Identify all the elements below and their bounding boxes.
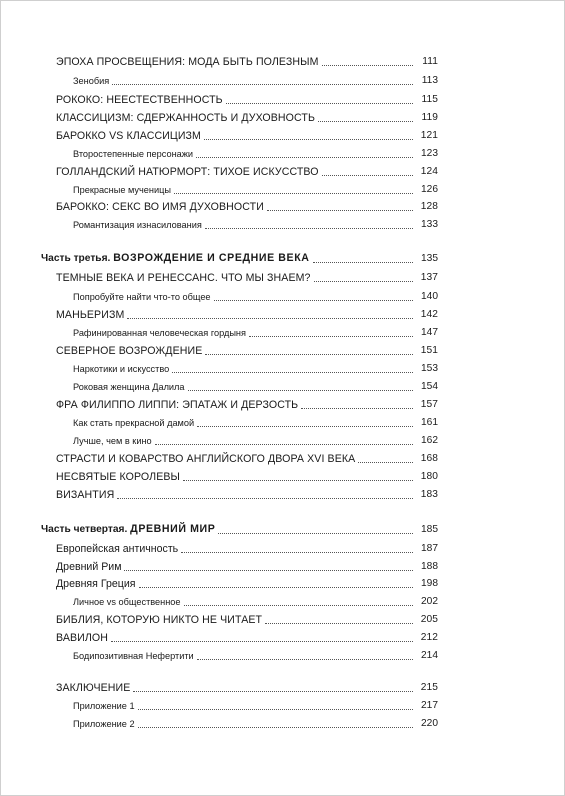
- toc-subentry: [1, 74, 438, 88]
- toc-subentry: [1, 434, 438, 448]
- toc-leader-dots: [205, 228, 413, 229]
- toc-subentry: [1, 699, 438, 713]
- toc-page-number: 185: [421, 524, 438, 535]
- toc-page-number: 180: [420, 471, 438, 482]
- toc-entry-title: Личное vs общественное: [73, 597, 181, 607]
- toc-subentry: [1, 290, 438, 304]
- toc-leader-dots: [197, 659, 413, 660]
- toc-entry-title: ЗАКЛЮЧЕНИЕ: [56, 682, 131, 694]
- toc-leader-dots: [218, 533, 413, 534]
- toc-entry-title: СТРАСТИ И КОВАРСТВО АНГЛИЙСКОГО ДВОРА XVI ВЕКА: [56, 453, 356, 465]
- toc-page-number: 187: [421, 543, 438, 554]
- toc-leader-dots: [111, 641, 413, 642]
- toc-entry: [1, 344, 438, 358]
- toc-entry-title: СЕВЕРНОЕ ВОЗРОЖДЕНИЕ: [56, 345, 203, 357]
- toc-entry-title: Европейская античность: [56, 543, 179, 555]
- toc-leader-dots: [205, 354, 413, 355]
- toc-entry: [1, 560, 438, 574]
- toc-leader-dots: [124, 570, 413, 571]
- toc-entry-title: Прекрасные мученицы: [73, 185, 171, 195]
- toc-subentry: [1, 380, 438, 394]
- toc-leader-dots: [358, 462, 413, 463]
- part-title: ВОЗРОЖДЕНИЕ И СРЕДНИЕ ВЕКА: [113, 252, 310, 264]
- toc-page-number: 212: [420, 632, 438, 643]
- toc-page-number: 202: [421, 596, 438, 607]
- toc-subentry: [1, 649, 438, 663]
- toc-entry-title: ЭПОХА ПРОСВЕЩЕНИЯ: МОДА БЫТЬ ПОЛЕЗНЫМ: [56, 56, 319, 68]
- toc-entry: [1, 631, 438, 645]
- toc-part-heading: [1, 251, 438, 266]
- toc-entry: [1, 55, 438, 69]
- toc-leader-dots: [174, 193, 413, 194]
- toc-page-number: 220: [421, 718, 438, 729]
- toc-entry-title: ТЕМНЫЕ ВЕКА И РЕНЕССАНС. ЧТО МЫ ЗНАЕМ?: [56, 272, 311, 284]
- toc-entry-title: ГОЛЛАНДСКИЙ НАТЮРМОРТ: ТИХОЕ ИСКУССТВО: [56, 166, 319, 178]
- table-of-contents: [1, 1, 564, 795]
- toc-leader-dots: [139, 587, 414, 588]
- toc-entry-title: БАРОККО VS КЛАССИЦИЗМ: [56, 130, 201, 142]
- toc-leader-dots: [117, 498, 413, 499]
- toc-subentry: [1, 183, 438, 197]
- toc-page-number: 183: [420, 489, 438, 500]
- toc-entry: [1, 577, 438, 591]
- toc-entry-title: ФРА ФИЛИППО ЛИППИ: ЭПАТАЖ И ДЕРЗОСТЬ: [56, 399, 299, 411]
- toc-page-number: 126: [421, 184, 438, 195]
- toc-leader-dots: [322, 175, 413, 176]
- toc-leader-dots: [204, 139, 413, 140]
- toc-entry: [1, 470, 438, 484]
- toc-leader-dots: [133, 691, 413, 692]
- toc-entry-title: Второстепенные персонажи: [73, 149, 194, 159]
- toc-entry: [1, 613, 438, 627]
- toc-page-number: 154: [421, 381, 438, 392]
- toc-page-number: 121: [420, 130, 438, 141]
- toc-entry-title: Древняя Греция: [56, 578, 136, 590]
- toc-entry: [1, 129, 438, 143]
- toc-leader-dots: [318, 121, 413, 122]
- toc-leader-dots: [314, 281, 413, 282]
- toc-entry: [1, 542, 438, 556]
- toc-entry: [1, 398, 438, 412]
- toc-page-number: 168: [420, 453, 438, 464]
- toc-subentry: [1, 416, 438, 430]
- toc-page-number: 137: [420, 272, 438, 283]
- toc-leader-dots: [267, 210, 413, 211]
- toc-leader-dots: [172, 372, 413, 373]
- toc-subentry: [1, 147, 438, 161]
- toc-leader-dots: [138, 709, 413, 710]
- toc-page-number: 124: [420, 166, 438, 177]
- toc-leader-dots: [183, 480, 413, 481]
- toc-part-heading: [1, 522, 438, 537]
- toc-page-number: 140: [421, 291, 438, 302]
- toc-page-number: 142: [420, 309, 438, 320]
- toc-entry-title: Лучше, чем в кино: [73, 436, 152, 446]
- toc-entry-title: ВАВИЛОН: [56, 632, 109, 644]
- toc-leader-dots: [181, 552, 413, 553]
- toc-page-number: 153: [421, 363, 438, 374]
- toc-page-number: 157: [420, 399, 438, 410]
- toc-entry: [1, 681, 438, 695]
- toc-page-number: 133: [421, 219, 438, 230]
- toc-leader-dots: [249, 336, 413, 337]
- toc-entry-title: МАНЬЕРИЗМ: [56, 309, 125, 321]
- toc-entry: [1, 308, 438, 322]
- toc-entry-title: Роковая женщина Далила: [73, 382, 185, 392]
- toc-entry-title: ВИЗАНТИЯ: [56, 489, 115, 501]
- toc-leader-dots: [188, 390, 413, 391]
- toc-entry-title: Приложение 1: [73, 701, 135, 711]
- toc-entry: [1, 200, 438, 214]
- toc-subentry: [1, 717, 438, 731]
- toc-entry-title: Бодипозитивная Нефертити: [73, 651, 194, 661]
- toc-entry-title: БАРОККО: СЕКС ВО ИМЯ ДУХОВНОСТИ: [56, 201, 264, 213]
- toc-page-number: 198: [421, 578, 438, 589]
- toc-entry-title: Наркотики и искусство: [73, 364, 170, 374]
- toc-leader-dots: [138, 727, 413, 728]
- toc-leader-dots: [322, 65, 413, 66]
- toc-entry-title: РОКОКО: НЕЕСТЕСТВЕННОСТЬ: [56, 94, 223, 106]
- toc-page-number: 205: [420, 614, 438, 625]
- toc-page-number: 111: [422, 56, 438, 67]
- toc-leader-dots: [301, 408, 413, 409]
- toc-entry: [1, 93, 438, 107]
- toc-leader-dots: [313, 262, 413, 263]
- part-label: Часть четвертая.: [41, 524, 128, 535]
- toc-page-number: 214: [421, 650, 438, 661]
- toc-page-number: 162: [421, 435, 438, 446]
- toc-page-number: 113: [421, 75, 438, 86]
- toc-entry-title: Древний Рим: [56, 561, 122, 573]
- toc-entry-title: НЕСВЯТЫЕ КОРОЛЕВЫ: [56, 471, 180, 483]
- toc-entry-title: КЛАССИЦИЗМ: СДЕРЖАННОСТЬ И ДУХОВНОСТЬ: [56, 112, 316, 124]
- toc-leader-dots: [226, 103, 413, 104]
- toc-leader-dots: [265, 623, 413, 624]
- toc-entry-title: Рафинированная человеческая гордыня: [73, 328, 246, 338]
- toc-leader-dots: [184, 605, 413, 606]
- toc-page-number: 151: [420, 345, 438, 356]
- part-label: Часть третья.: [41, 253, 111, 264]
- toc-page-number: 119: [421, 112, 438, 123]
- toc-leader-dots: [214, 300, 413, 301]
- toc-page-number: 123: [421, 148, 438, 159]
- toc-entry-title: Романтизация изнасилования: [73, 220, 202, 230]
- toc-leader-dots: [196, 157, 413, 158]
- toc-entry: [1, 452, 438, 466]
- toc-leader-dots: [127, 318, 413, 319]
- toc-leader-dots: [155, 444, 413, 445]
- toc-subentry: [1, 595, 438, 609]
- toc-page-number: 128: [420, 201, 438, 212]
- toc-entry: [1, 111, 438, 125]
- toc-page-number: 217: [421, 700, 438, 711]
- toc-page-number: 188: [421, 561, 438, 572]
- toc-page-number: 115: [421, 94, 438, 105]
- toc-page-number: 135: [421, 253, 438, 264]
- toc-leader-dots: [197, 426, 413, 427]
- toc-entry-title: Зенобия: [73, 76, 110, 86]
- toc-subentry: [1, 362, 438, 376]
- toc-page-number: 161: [421, 417, 438, 428]
- toc-entry: [1, 488, 438, 502]
- toc-entry: [1, 271, 438, 285]
- toc-subentry: [1, 218, 438, 232]
- toc-entry-title: Как стать прекрасной дамой: [73, 418, 195, 428]
- toc-entry-title: БИБЛИЯ, КОТОРУЮ НИКТО НЕ ЧИТАЕТ: [56, 614, 263, 626]
- toc-subentry: [1, 326, 438, 340]
- toc-page-number: 147: [421, 327, 438, 338]
- toc-entry-title: Приложение 2: [73, 719, 135, 729]
- toc-entry-title: Попробуйте найти что-то общее: [73, 292, 211, 302]
- toc-leader-dots: [112, 84, 413, 85]
- toc-entry: [1, 165, 438, 179]
- toc-page-number: 215: [420, 682, 438, 693]
- part-title: ДРЕВНИЙ МИР: [130, 523, 216, 535]
